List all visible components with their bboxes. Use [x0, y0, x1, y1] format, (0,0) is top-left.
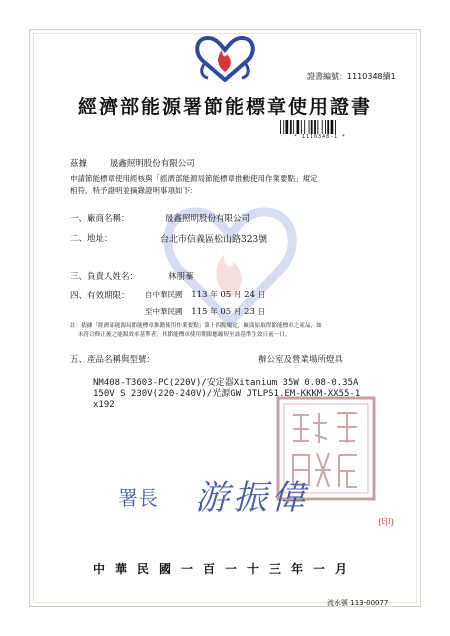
item-5-label: 產品名稱與型號： — [87, 355, 156, 365]
item-3-number: 三、 — [70, 272, 88, 282]
validity-from-year-unit: 年 — [210, 290, 218, 299]
recipient-label: 茲據 — [70, 159, 88, 169]
item-company-value: 晟鑫照明股份有限公司 — [165, 214, 251, 224]
recipient-name: 晟鑫照明股份有限公司 — [109, 159, 195, 169]
item-product-value: 辦公室及營業場所燈具 — [258, 355, 344, 365]
item-address-value: 台北市信義區松山路323號 — [160, 235, 268, 245]
chief-title: 署長 — [118, 486, 158, 510]
validity-from-day: 24 — [244, 290, 255, 300]
validity-to-year-unit: 年 — [210, 307, 218, 316]
item-address-label — [70, 232, 113, 244]
recipient-line — [70, 157, 195, 169]
item-company-label — [70, 212, 130, 224]
validity-to-prefix: 至中華民國 — [145, 307, 183, 316]
chief-signature: 游振偉 — [195, 478, 309, 518]
item-2-label: 地址： — [87, 234, 113, 244]
notice-line-2: 未符合修正後之能源效率基準者，其節能標章使用期限應縮短至該基準生效日前一日。 — [78, 332, 291, 338]
item-owner-label — [70, 270, 138, 282]
validity-from-month-unit: 月 — [233, 290, 242, 299]
certificate-number-value: 1110348續1 — [347, 72, 396, 81]
model-line-1: NM408-T3603-PC(220V)/安定器Xitanium 35W 0.08-0.35A — [93, 378, 359, 388]
small-seal: (印) — [378, 518, 395, 528]
certificate-number — [307, 71, 396, 82]
validity-from-prefix: 自中華民國 — [145, 290, 183, 299]
item-1-number: 一、 — [70, 214, 88, 224]
item-product-label — [70, 353, 155, 365]
model-line-2: 150V S 230V(220-240V)/光源GW JTLPS1.EM-KKKM-XX55-1 — [93, 389, 361, 399]
item-2-number: 二、 — [70, 234, 88, 244]
validity-to-month-unit: 月 — [233, 307, 242, 316]
item-4-label: 有效期限： — [87, 291, 130, 301]
intro-line-1: 申請節能標章使用經核與「經濟部能源局節能標章推動使用作業要點」規定 — [70, 174, 318, 183]
intro-line-2: 相符，特予證明並摘錄證明事項如下： — [70, 186, 198, 195]
model-line-3: x192 — [93, 400, 115, 410]
energy-label-logo-icon — [190, 32, 260, 82]
serial-number — [327, 598, 388, 608]
item-3-label: 負責人姓名： — [87, 272, 139, 282]
validity-to — [145, 306, 265, 317]
validity-to-year: 115 — [191, 307, 208, 317]
validity-from — [145, 289, 265, 300]
validity-to-day-unit: 日 — [257, 307, 266, 316]
item-1-label: 廠商名稱： — [87, 214, 130, 224]
barcode-number-text: 1110348-1 — [301, 134, 339, 140]
validity-from-year: 113 — [191, 290, 208, 300]
notice-text — [70, 322, 390, 340]
item-validity-label — [70, 289, 130, 301]
barcode-number: * 1110348-1 * — [293, 134, 347, 140]
validity-to-month: 05 — [220, 307, 232, 317]
validity-to-day: 23 — [244, 307, 255, 317]
barcode-icon — [279, 120, 361, 134]
issue-date: 中華民國一百一十三年一月 — [92, 562, 357, 576]
item-4-number: 四、 — [70, 291, 88, 301]
validity-from-day-unit: 日 — [257, 290, 266, 299]
certificate-number-label: 證書編號： — [307, 72, 347, 81]
certificate-title: 經濟部能源署節能標章使用證書 — [77, 96, 372, 118]
serial-label: 流水號 — [327, 599, 348, 607]
serial-value: 113-00077 — [350, 599, 389, 607]
notice-line-1: 註：依據「經濟部能源局節能標章推動使用作業要點」第十四點規定，廠商原取得節能標章之產品，如 — [70, 323, 322, 329]
validity-from-month: 05 — [220, 290, 232, 300]
item-5-number: 五、 — [70, 355, 88, 365]
item-owner-value: 林朋蓁 — [168, 272, 194, 282]
